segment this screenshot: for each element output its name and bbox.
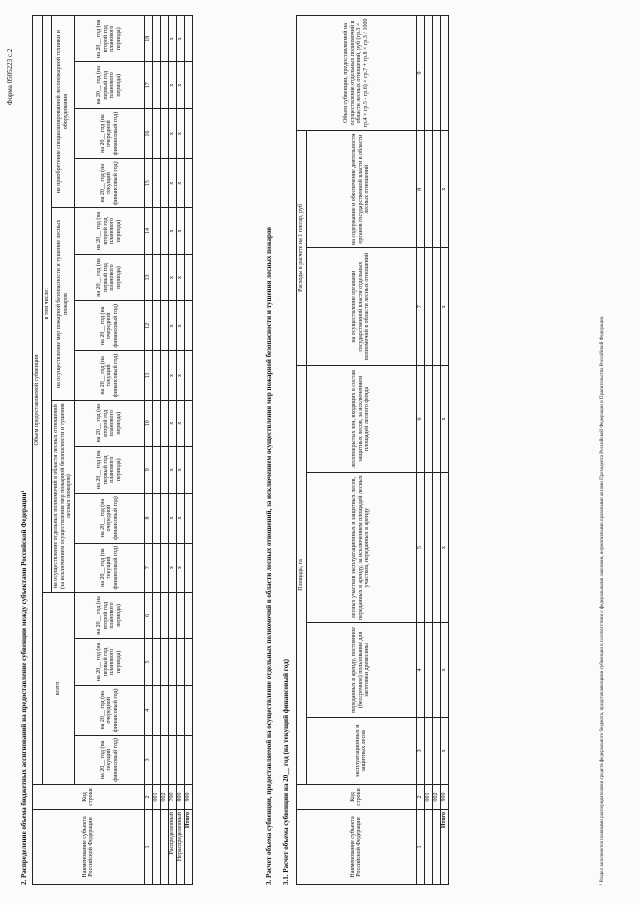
x-mark: х xyxy=(168,16,176,62)
col-num: 6 xyxy=(416,365,424,472)
x-mark: х xyxy=(176,301,184,351)
col-num: 2 xyxy=(144,785,152,810)
x-mark: х xyxy=(168,543,176,592)
x-mark: х xyxy=(440,365,448,472)
s3-hdr-area3: лесных участков эксплуатационных и защитных лесов, переданных в аренду, за исключением площадей лесных участков, переданных в аренду xyxy=(306,473,416,623)
col-num: 18 xyxy=(144,16,152,62)
x-mark: х xyxy=(168,109,176,159)
col-num: 9 xyxy=(416,16,424,131)
table-row-name xyxy=(432,810,440,885)
x-mark: х xyxy=(176,351,184,400)
col-num: 13 xyxy=(144,254,152,301)
section3-title: 3. Расчет объема субвенции, предоставляемой на осуществление отдельных полномочий в области лесных отношений, за исключением осуществления мер пожарной безопасности и тушения лесных пожаров xyxy=(265,226,273,885)
x-mark: х xyxy=(168,351,176,400)
s2-hdr-incl: в том числе: xyxy=(42,16,52,593)
x-mark: х xyxy=(168,159,176,208)
s3-hdr-area4: лесопокрытых зон, входящих в состав защитных лесов, за исключением площадей лесного фонда xyxy=(306,365,416,472)
s2-hdr-grp1: на осуществление отдельных полномочий в области лесных отношений (за исключением осуществления мер пожарной безопасности и тушения лесных пожаров) xyxy=(52,400,75,592)
col-num: 5 xyxy=(416,473,424,623)
s3-hdr-cost: Расходы в расчете на 1 гектар, руб xyxy=(297,131,307,366)
table-row-name: Распределенный xyxy=(168,810,176,885)
x-mark: х xyxy=(168,62,176,109)
x-mark: х xyxy=(440,473,448,623)
footnote: ¹ Раздел заполняется главными распорядителями средств федерального бюджета, представляющими субвенции в соответствии с федеральными законами, нормативными правовыми актами Президента Российской Федерации и Правительства Российской Федерации. xyxy=(600,315,605,885)
table-row-code: 002 xyxy=(432,785,440,810)
x-mark: х xyxy=(176,159,184,208)
s3-hdr-area: Площадь, га xyxy=(297,365,307,784)
s2-y-next: на 20__ год (на очередной финансовый год) xyxy=(74,685,144,735)
s2-y-p2: на 20__ год (на второй год планового периода) xyxy=(74,208,144,254)
section3-subtitle: 3.1. Расчет объема субвенции на 20__ год (на текущий финансовый год) xyxy=(282,659,290,885)
section3-table xyxy=(296,15,449,885)
x-mark: х xyxy=(176,62,184,109)
x-mark: х xyxy=(176,208,184,254)
x-mark: х xyxy=(440,248,448,365)
s3-hdr-area2: переданных в аренду, постоянное (бессрочное) пользование для заготовки древесины xyxy=(306,623,416,717)
x-mark: х xyxy=(176,446,184,493)
x-mark: х xyxy=(176,493,184,543)
s2-y-p1: на 20__ год (на первый год планового периода) xyxy=(74,639,144,686)
s2-hdr-code: Код строки xyxy=(33,785,145,810)
col-num: 17 xyxy=(144,62,152,109)
s3-hdr-subject: Наименование субъекта Российской Федерации xyxy=(297,810,417,885)
col-num: 10 xyxy=(144,400,152,446)
s3-hdr-area1: эксплуатационных и защитных лесов xyxy=(306,717,416,784)
s2-y-cur: на 20__ год (на текущий финансовый год) xyxy=(74,159,144,208)
table-row-code: 001 xyxy=(152,785,160,810)
s2-y-p2: на 20__ год (на второй год планового периода) xyxy=(74,592,144,638)
x-mark: х xyxy=(440,623,448,717)
s2-y-next: на 20__ год (на очередной финансовый год) xyxy=(74,109,144,159)
col-num: 14 xyxy=(144,208,152,254)
s3-hdr-code: Код строки xyxy=(297,785,417,810)
s2-y-p1: на 20__ год (на первый год планового периода) xyxy=(74,62,144,109)
table-row-name xyxy=(152,810,160,885)
s2-y-next: на 20__ год (на очередной финансовый год) xyxy=(74,493,144,543)
table-row-name: Итого xyxy=(184,810,192,885)
s2-y-p2: на 20__ год (на второй год планового периода) xyxy=(74,400,144,446)
col-num: 4 xyxy=(144,685,152,735)
s2-y-cur: на 20__ год (на текущий финансовый год) xyxy=(74,735,144,784)
col-num: 8 xyxy=(144,493,152,543)
s2-y-p2: на 20__ год (на второй год планового периода) xyxy=(74,16,144,62)
table-row-name xyxy=(424,810,432,885)
table-row-code: 001 xyxy=(424,785,432,810)
table-row-code: 900 xyxy=(440,785,448,810)
s2-y-p1: на 20__ год (на первый год планового периода) xyxy=(74,446,144,493)
col-num: 2 xyxy=(416,785,424,810)
s2-y-next: на 20__ год (на очередной финансовый год) xyxy=(74,301,144,351)
table-row-name: Итого xyxy=(440,810,448,885)
x-mark: х xyxy=(168,301,176,351)
col-num: 4 xyxy=(416,623,424,717)
x-mark: х xyxy=(440,131,448,248)
x-mark: х xyxy=(168,400,176,446)
table-row-code: 900 xyxy=(184,785,192,810)
x-mark: х xyxy=(176,543,184,592)
s2-hdr-volume: Объем предоставляемой субвенции xyxy=(33,16,43,785)
s3-hdr-cost2: на содержание и обеспечение деятельности органов государственной власти в области лесных отношений xyxy=(306,131,416,248)
table-row-code: 002 xyxy=(160,785,168,810)
col-num: 6 xyxy=(144,592,152,638)
x-mark: х xyxy=(168,208,176,254)
x-mark: х xyxy=(440,717,448,784)
col-num: 3 xyxy=(416,717,424,784)
col-num: 15 xyxy=(144,159,152,208)
x-mark: х xyxy=(176,109,184,159)
col-num: 1 xyxy=(416,810,424,885)
table-row-name: Нераспределенный xyxy=(176,810,184,885)
x-mark: х xyxy=(168,446,176,493)
col-num: 9 xyxy=(144,446,152,493)
s2-hdr-total: всего xyxy=(42,592,74,784)
s2-y-p1: на 20__ год (на первый год планового периода) xyxy=(74,254,144,301)
x-mark: х xyxy=(176,16,184,62)
form-code: Форма 0505223 с.2 xyxy=(6,48,14,105)
col-num: 16 xyxy=(144,109,152,159)
s2-y-cur: на 20__ год (на текущий финансовый год) xyxy=(74,543,144,592)
s2-hdr-subject: Наименование субъекта Российской Федерации xyxy=(33,810,145,885)
col-num: 8 xyxy=(416,131,424,248)
col-num: 5 xyxy=(144,639,152,686)
table-row-code: 700 xyxy=(168,785,176,810)
col-num: 7 xyxy=(144,543,152,592)
s2-y-cur: на 20__ год (на текущий финансовый год) xyxy=(74,351,144,400)
col-num: 7 xyxy=(416,248,424,365)
section2-table xyxy=(32,15,193,885)
table-row-code: 800 xyxy=(176,785,184,810)
section2-title: 2. Распределение объема бюджетных ассигнований на предоставление субвенции между субъектами Российской Федерации¹ xyxy=(20,490,28,885)
col-num: 1 xyxy=(144,810,152,885)
col-num: 11 xyxy=(144,351,152,400)
x-mark: х xyxy=(168,493,176,543)
s2-hdr-grp2: на осуществление мер пожарной безопасности и тушение лесных пожаров xyxy=(52,208,75,400)
x-mark: х xyxy=(168,254,176,301)
s3-hdr-cost1: на осуществление органами государственной власти отдельных полномочий в области лесных отношений xyxy=(306,248,416,365)
col-num: 12 xyxy=(144,301,152,351)
table-row-name xyxy=(160,810,168,885)
s2-hdr-grp3: на приобретение специализированной лесопожарной техники и оборудования xyxy=(52,16,75,208)
col-num: 3 xyxy=(144,735,152,784)
s3-hdr-result: Объем субвенции, предоставляемой на осуществление отдельных полномочий в области лесных отношений, руб (гр.3 × гр.4 × гр.5 - гр.6) × гр.7 + гр.8 × гр.3 / 1000 xyxy=(297,16,417,131)
x-mark: х xyxy=(176,254,184,301)
x-mark: х xyxy=(176,400,184,446)
